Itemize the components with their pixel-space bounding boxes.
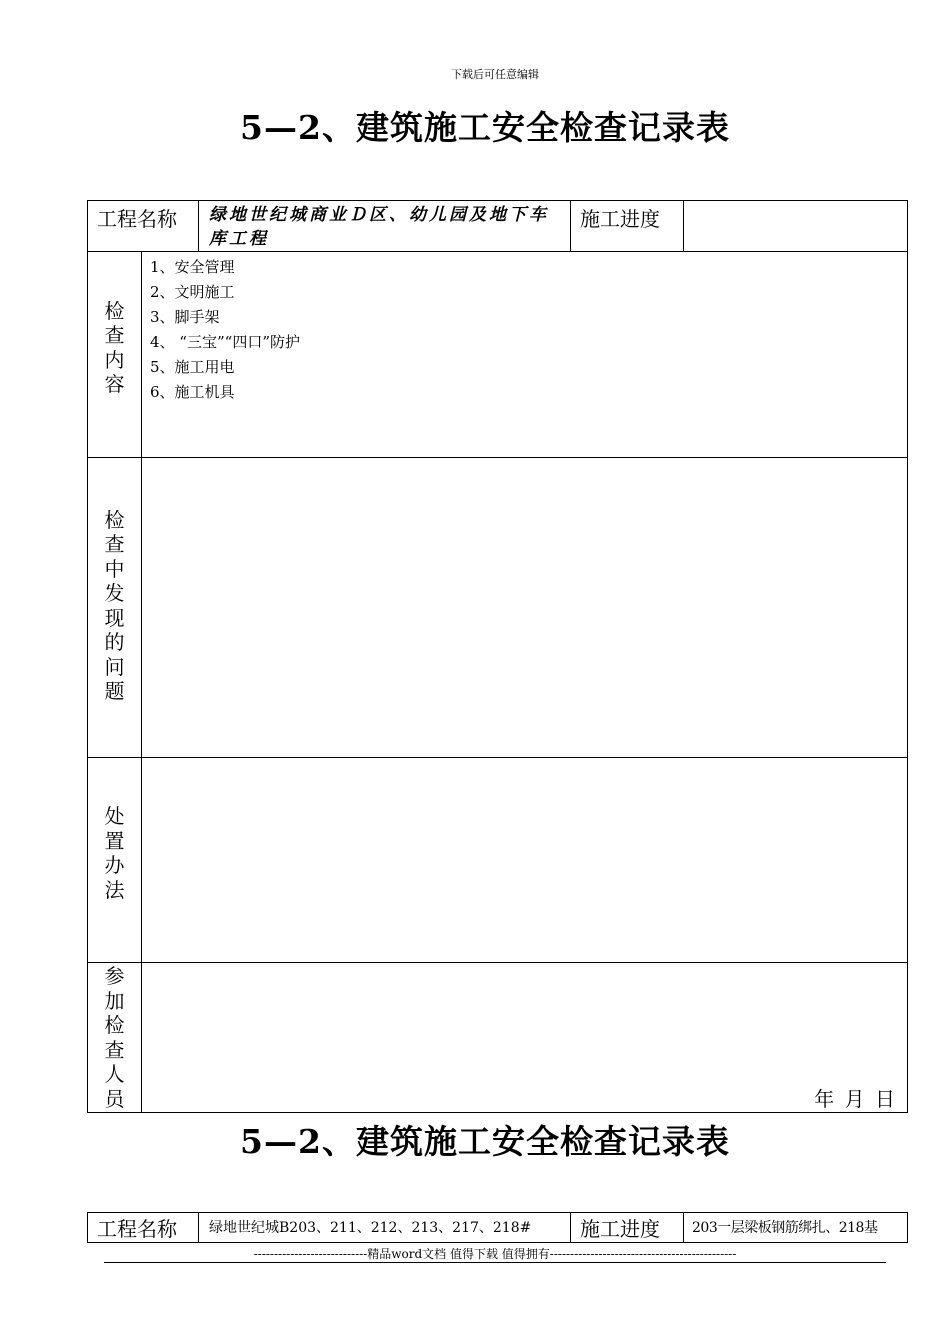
vertical-label-char: 加 [104,988,125,1013]
check-items-list [142,252,908,458]
progress-label: 施工进度 [571,1213,684,1243]
vertical-label-char: 的 [104,630,125,654]
participants-label-text [88,964,141,1111]
form-title: 5—2、建筑施工安全检查记录表 [240,108,730,147]
inspection-record-table [87,200,908,1113]
check-item: 2、文明施工 [150,283,235,301]
vertical-label-char: 员 [104,1086,125,1111]
handling-field[interactable] [142,758,908,963]
vertical-label-char: 置 [104,828,125,853]
vertical-label-char: 现 [104,605,125,630]
vertical-label-char: 容 [104,372,125,396]
check-item: 1、安全管理 [150,258,235,276]
vertical-label-char: 检 [104,507,125,532]
vertical-label-char: 检 [104,298,125,323]
footer-text: ----------------------------精品word文档 值得下载 值得拥有---------------------------------------------- [253,1247,737,1261]
inspection-record-table-second [87,1212,908,1243]
check-item: 5、施工用电 [150,358,235,376]
participants-field[interactable] [142,963,908,1113]
vertical-label-char: 处 [104,804,125,828]
vertical-label-char: 法 [104,877,125,902]
vertical-label-char: 内 [104,347,125,372]
vertical-label-char: 检 [104,1013,125,1037]
check-content-label [88,252,142,458]
header-note: 下载后可任意编辑 [451,68,539,81]
date-line: 年 月 日 [814,1087,897,1111]
vertical-label-char: 办 [104,853,125,877]
check-item: 4、 “三宝”“四口”防护 [150,333,300,351]
form-title-second: 5—2、建筑施工安全检查记录表 [240,1122,730,1161]
vertical-label-char: 查 [104,323,125,347]
footer-divider [104,1262,886,1263]
problems-label-text [88,508,141,704]
vertical-label-char: 查 [104,1037,125,1062]
check-item: 6、施工机具 [150,383,235,401]
vertical-label-char: 问 [104,654,125,679]
project-name-label: 工程名称 [88,201,199,252]
participants-label [88,963,142,1113]
handling-label-text [88,804,141,902]
vertical-label-char: 参 [104,964,125,988]
check-item: 3、脚手架 [150,308,220,326]
problems-label [88,458,142,758]
progress-value: 203一层梁板钢筋绑扎、218基 [684,1213,908,1243]
vertical-label-char: 中 [104,556,125,581]
project-name-value: 绿地世纪城商业Ｄ区、幼儿园及地下车库工程 [199,201,571,252]
progress-value [684,201,908,252]
vertical-label-char: 人 [104,1062,125,1086]
project-name-value: 绿地世纪城B203、211、212、213、217、218# [199,1213,571,1243]
check-content-label-text [88,299,141,397]
problems-field[interactable] [142,458,908,758]
handling-label [88,758,142,963]
vertical-label-char: 发 [104,581,125,605]
vertical-label-char: 题 [104,679,125,703]
vertical-label-char: 查 [104,532,125,556]
project-name-label: 工程名称 [88,1213,199,1243]
progress-label: 施工进度 [571,201,684,252]
